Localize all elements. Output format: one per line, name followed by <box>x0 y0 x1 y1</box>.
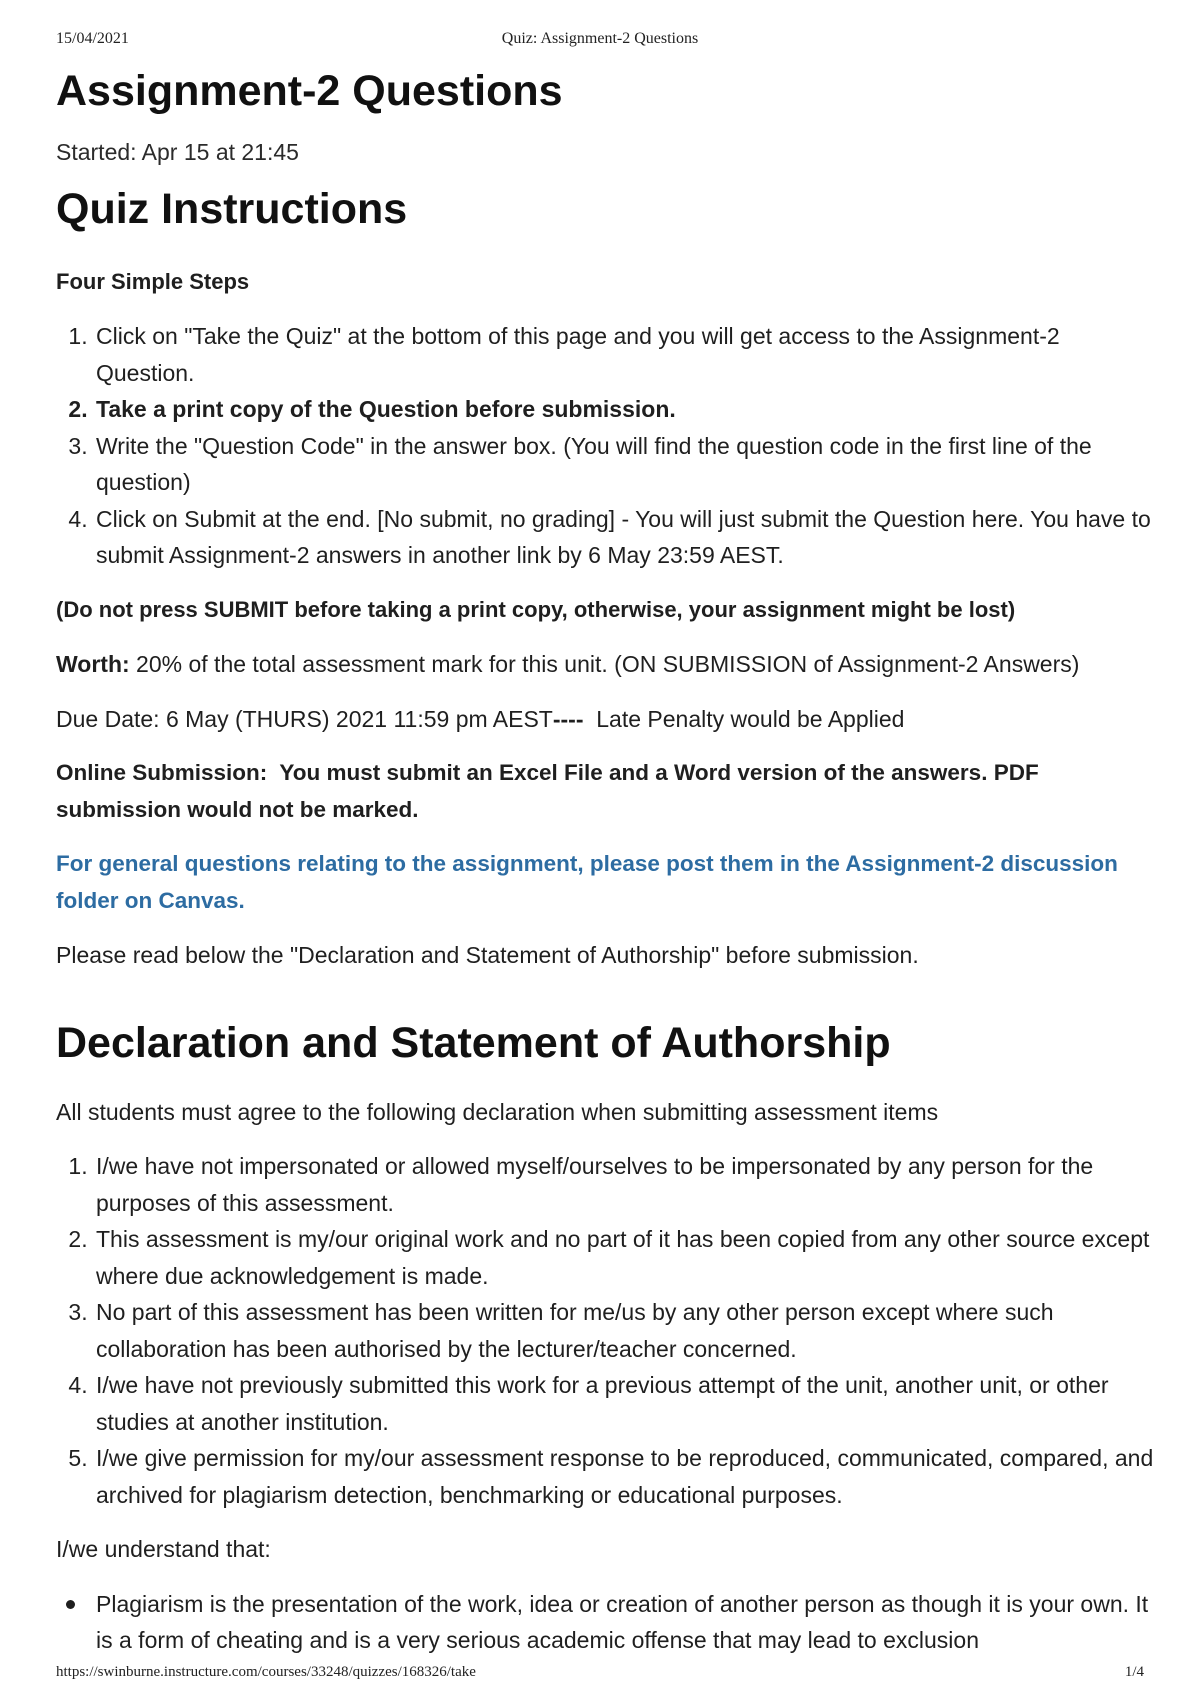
page-number: 1/4 <box>1124 1664 1144 1680</box>
declaration-heading: Declaration and Statement of Authorship <box>56 1018 891 1067</box>
started-timestamp: Started: Apr 15 at 21:45 <box>56 139 299 165</box>
declaration-item: 3. No part of this assessment has been written for me/us by any other person except where such collaboration has been authorised by the lecturer/teacher concerned. <box>94 1294 1156 1367</box>
declaration-list <box>56 1148 1156 1513</box>
due-date-text: Due Date: 6 May (THURS) 2021 11:59 pm AEST <box>56 705 553 732</box>
understand-list <box>56 1586 1156 1659</box>
declaration-item: 2. This assessment is my/our original work and no part of it has been copied from any other source except where due acknowledgement is made. <box>94 1221 1156 1294</box>
submit-warning: (Do not press SUBMIT before taking a print copy, otherwise, your assignment might be lost) <box>56 596 1016 622</box>
steps-list <box>56 318 1156 574</box>
general-questions-link[interactable]: For general questions relating to the assignment, please post them in the Assignment-2 discussion folder on Canvas. <box>56 851 1118 913</box>
print-footer <box>56 1664 1144 1686</box>
due-date-line <box>56 701 1156 738</box>
worth-text: 20% of the total assessment mark for this unit. (ON SUBMISSION of Assignment-2 Answers) <box>129 651 1080 677</box>
bullet-icon <box>66 1600 75 1609</box>
step-item: 1. Click on "Take the Quiz" at the bottom of this page and you will get access to the Assignment-2 Question. <box>94 318 1156 391</box>
understand-label: I/we understand that: <box>56 1536 271 1562</box>
declaration-intro: All students must agree to the following declaration when submitting assessment items <box>56 1098 939 1125</box>
step-item: 2. Take a print copy of the Question before submission. <box>94 391 1156 428</box>
print-page-title: Quiz: Assignment-2 Questions <box>501 30 699 47</box>
page-title: Assignment-2 Questions <box>56 67 563 115</box>
print-header <box>56 30 1144 54</box>
quiz-instructions-heading: Quiz Instructions <box>56 185 408 233</box>
steps-title: Four Simple Steps <box>56 269 250 294</box>
read-declaration-note: Please read below the "Declaration and Statement of Authorship" before submission. <box>56 942 919 968</box>
declaration-item: 1. I/we have not impersonated or allowed myself/ourselves to be impersonated by any person for the purposes of this assessment. <box>94 1148 1156 1221</box>
list-item <box>94 1586 1156 1659</box>
step-item: 4. Click on Submit at the end. [No submit, no grading] - You will just submit the Question here. You have to submit Assignment-2 answers in another link by 6 May 23:59 AEST. <box>94 501 1156 574</box>
step-item: 3. Write the "Question Code" in the answer box. (You will find the question code in the first line of the question) <box>94 428 1156 501</box>
worth-line <box>56 646 1156 683</box>
online-submission-note: Online Submission: You must submit an Excel File and a Word version of the answers. PDF submission would not be marked. <box>56 760 1045 822</box>
due-date-dashes: ---- <box>552 705 584 732</box>
main-content <box>56 62 1156 1659</box>
declaration-item: 5. I/we give permission for my/our assessment response to be reproduced, communicated, compared, and archived for plagiarism detection, benchmarking or educational purposes. <box>94 1440 1156 1513</box>
worth-label: Worth: <box>56 651 130 677</box>
late-penalty-text: Late Penalty would be Applied <box>583 705 905 732</box>
page-url: https://swinburne.instructure.com/courses/33248/quizzes/168326/take <box>56 1664 476 1680</box>
declaration-item: 4. I/we have not previously submitted this work for a previous attempt of the unit, another unit, or other studies at another institution. <box>94 1367 1156 1440</box>
list-item-text: Plagiarism is the presentation of the work, idea or creation of another person as though it is your own. It is a form of cheating and is a very serious academic offense that may lead to exclusion <box>96 1590 1149 1653</box>
print-date: 15/04/2021 <box>56 30 129 47</box>
